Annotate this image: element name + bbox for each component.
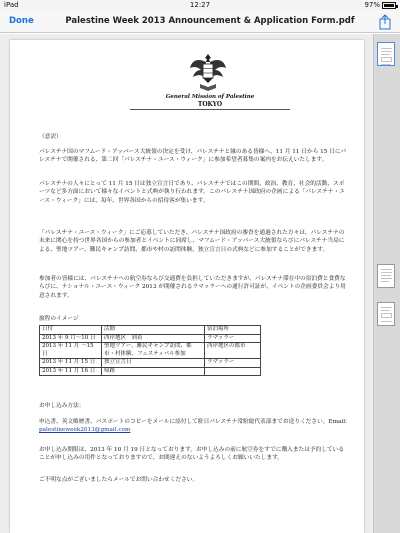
closing-paragraph: ご不明な点がございましたらメールでお問い合わせください。	[39, 477, 199, 483]
application-heading: お申し込み方法：	[39, 403, 85, 409]
palestine-eagle-emblem	[188, 50, 228, 94]
clock: 12:27	[189, 1, 211, 9]
date-cell: 2013 年 11 月 15 日	[40, 359, 102, 368]
navigation-bar	[0, 11, 400, 33]
page-thumbnail-strip[interactable]	[373, 34, 400, 533]
table-row	[40, 359, 261, 368]
application-text: 申込書、英文略歴書、パスポートのコピーをメールに添付して駐日パレスチナ常駐総代表部までお送りください。Email:	[39, 419, 347, 425]
lodging-cell: 西岸地区の都市	[205, 343, 261, 359]
document-title: Palestine Week 2013 Announcement & Application Form.pdf	[65, 16, 355, 26]
activity-cell: 帰路	[102, 367, 205, 376]
battery-percent: 97%	[364, 1, 380, 9]
battery-status	[364, 1, 396, 9]
activity-cell: 西岸地区 到着	[102, 334, 205, 343]
date-cell: 2013 年 11 月 〜15 日	[40, 343, 102, 359]
table-row	[40, 367, 261, 376]
battery-icon	[382, 2, 396, 9]
share-icon[interactable]	[378, 14, 392, 30]
email-link[interactable]: palestineweek2013@gmail.com	[39, 427, 131, 434]
application-instructions	[39, 418, 349, 435]
costs-paragraph: 参加者の皆様には、パレスチナへの航空券ならび交通費を負担していただきますが、パレスチナ滞在中の宿泊費と食費ならびに、ナショナル・ユース・ウィーク 2013 が開催されるラマッラーへの通行許可証が、イベントの企画委員会より用意されます。	[39, 276, 346, 299]
carrier-label: iPad	[4, 1, 19, 9]
done-button[interactable]: Done	[9, 16, 34, 26]
date-column-header: 日付	[40, 326, 102, 335]
table-header-row	[40, 326, 261, 335]
table-row	[40, 334, 261, 343]
independence-paragraph: パレスチナの人々にとって 11 月 15 日は独立宣言日であり、パレスチナではこの期間、政治、教育、社会的活動、スポーツなど多方面において様々なイベントと式典が執り行われます。このパレスチナ国政府の企画による「パレスチナ・ユース・ウィーク」には、毎年、世界各国からの招待客が集います。	[39, 181, 345, 204]
participation-paragraph: 「パレスチナ・ユース・ウィーク」にご応募していただき、パレスチナ国政府の審査を通過された方々は、パレスチナの未来に関心を持つ世界各国からの参加者とイベントに同席し、マフムード・アッバース大統領ならびにパレスチナ当局による、聖地ツアー、難民キャンプ訪問、都市や村の訪問体験、独立宣言日の式典などに参加することができます。	[39, 230, 345, 253]
date-cell: 2013 年 11 月 16 日	[40, 367, 102, 376]
lodging-column-header: 宿泊場所	[205, 326, 261, 335]
intro-paragraph: パレスチナ国のマフムード・アッバース大統領の決定を受け、パレスチナと縁のある皆様へ、11 月 11 日から 15 日にパレスチナで開催される、第二回「パレスチナ・ユース・ウィーク」に参加希望者募集の案内をお伝えいたします。	[39, 149, 347, 164]
activity-cell: 独立宣言日	[102, 359, 205, 368]
translation-note: （意訳）	[39, 134, 62, 140]
mission-city: TOKYO	[130, 101, 290, 110]
table-row	[40, 343, 261, 359]
lodging-cell: ラマッラー	[205, 359, 261, 368]
itinerary-heading: 旅程のイメージ	[39, 316, 79, 322]
lodging-cell: ラマッラー	[205, 334, 261, 343]
status-bar	[0, 0, 400, 11]
lodging-cell	[205, 367, 261, 376]
date-cell: 2013 年 9 月〜10 日	[40, 334, 102, 343]
activity-column-header: 活動	[102, 326, 205, 335]
page-thumbnail[interactable]	[377, 302, 395, 326]
activity-cell: 聖地ツアー、難民キャンプ訪問、都市・村体験、フェスティバル参加	[102, 343, 205, 359]
pdf-viewer[interactable]	[0, 34, 373, 533]
mission-name: General Mission of Palestine	[165, 94, 255, 100]
itinerary-table	[39, 325, 261, 376]
deadline-paragraph: お申し込み期限は、2013 年 10 月 19 日となっております。お申し込みの前に航空券をすでに購入または予約していることが申し込みの用件となっておりますので、お間違えのないようよろしくお願いいたします。	[39, 447, 345, 462]
pdf-page	[10, 40, 364, 533]
page-thumbnail[interactable]	[377, 42, 395, 66]
page-thumbnail[interactable]	[377, 264, 395, 288]
